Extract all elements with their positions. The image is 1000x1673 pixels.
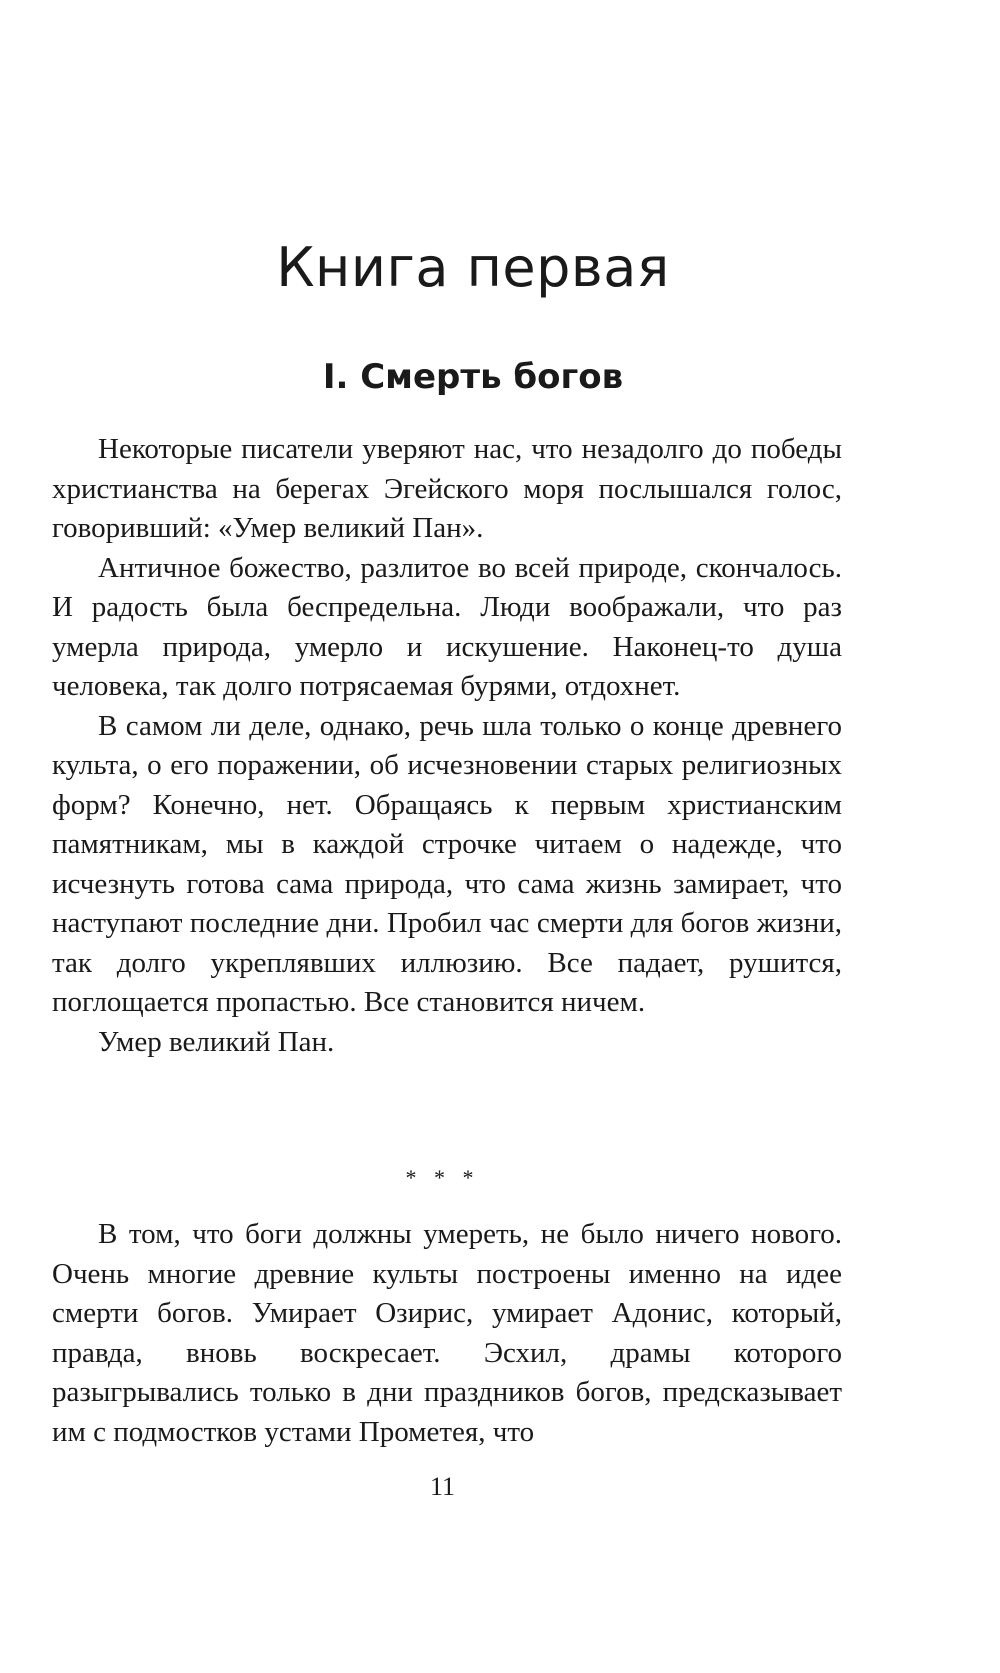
paragraph: В самом ли деле, однако, речь шла только о конце древнего культа, о его поражении, об исчезновении старых религиозных форм? Конечно, нет. Обращаясь к первым христианским памятникам, мы в каждой строчке читаем о надежде, что исчезнуть готова сама природа, что сама жизнь замирает, что наступают последние дни. Пробил час смерти для богов жизни, так долго укреплявших иллюзию. Все падает, рушится, поглощается пропастью. Все становится ничем. (52, 709, 842, 1018)
paragraph: Античное божество, разлитое во всей природе, скончалось. И радость была беспредельна. Люди воображали, что раз умерла природа, умерло и искушение. Наконец-то душа человека, так долго потрясаемая бурями, отдохнет. (52, 551, 842, 702)
section-separator: * * * (405, 1165, 480, 1190)
page-number: 11 (429, 1472, 456, 1501)
paragraph: Некоторые писатели уверяют нас, что незадолго до победы христианства на берегах Эгейского моря послышался голос, говоривший: «Умер великий Пан». (52, 433, 842, 544)
text-block-after-separator (52, 1215, 842, 1452)
paragraph: В том, что боги должны умереть, не было ничего нового. Очень многие древние культы построены именно на идее смерти богов. Умирает Озирис, умирает Адонис, который, правда, вновь воскресает. Эсхил, драмы которого разыгрывались только в дни праздников богов, предсказывает им с подмостков устами Прометея, что (52, 1218, 842, 1448)
paragraph: Умер великий Пан. (98, 1025, 335, 1058)
text-block-before-separator (52, 430, 842, 1062)
book-title: Книга первая (276, 236, 670, 299)
chapter-title: I. Смерть богов (322, 357, 624, 397)
